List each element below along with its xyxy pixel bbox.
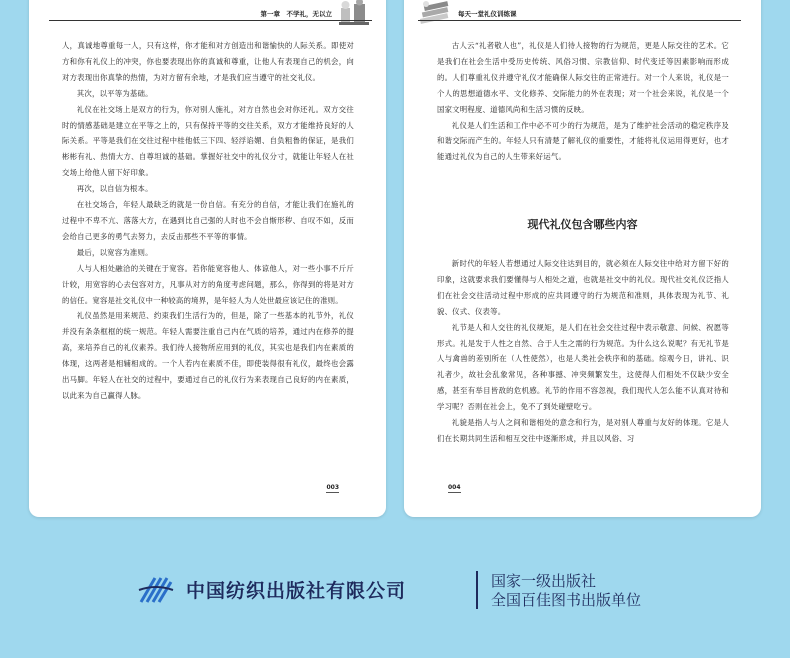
paragraph: 人，真诚地尊重每一人，只有这样，你才能和对方创造出和谐愉快的人际关系。即使对方和你有礼仪上的冲突，你也要表现出你的真诚和尊重，让他人有表现自己的机会，向对方表现出你真挚的热情，为对方留有余地，才是我们应当遵守的社交礼仪。 (62, 41, 354, 82)
left-page-header-title: 第一章 不学礼，无以立 (260, 9, 332, 18)
right-page-header-title: 每天一堂礼仪训练课 (458, 9, 517, 18)
paragraph: 新时代的年轻人若想通过人际交往达到目的，就必须在人际交往中给对方留下好的印象，这就要求我们要懂得与人相处之道，也就是社交中的礼仪。现代社交礼仪泛指人们在社会交往活动过程中形成的应共同遵守的行为规范和准则，具体表现为礼节、礼貌、仪式、仪表等。 (437, 259, 729, 316)
right-page-number: 004 (448, 484, 461, 491)
publisher-footer (0, 569, 790, 615)
paragraph: 礼仪是人们生活和工作中必不可少的行为规范，是为了维护社会活动的稳定秩序及和谐交际而产生的。年轻人只有清楚了解礼仪的重要性，才能将礼仪运用得更好，也才能通过礼仪为自己的人生带来好运气。 (437, 120, 729, 162)
right-book-page (404, 0, 761, 517)
paragraph: 最后，以宽容为准则。 (76, 247, 153, 257)
paragraph: 其次，以平等为基础。 (76, 88, 153, 98)
right-page-body-bottom (437, 256, 729, 447)
paragraph: 礼仪在社交场上是双方的行为，你对别人施礼，对方自然也会对你还礼。双方交往时的情感基础是建立在平等之上的，只有保持平等的交往关系，双方才能维持良好的人际关系。平等是我们在交往过程中桂他低三下四、轻浮谄媚、自负粗鲁的保证，是我们彬彬有礼、热情大方、自尊坦诚的基础。掌握好社交中的礼仪分寸，就能让年轻人在社交场上给他人留下好印象。 (62, 104, 354, 178)
left-book-page (29, 0, 386, 517)
left-page-body (62, 38, 354, 404)
left-page-number: 003 (326, 484, 339, 491)
publisher-name: 中国纺织出版社有限公司 (186, 580, 407, 602)
paragraph: 再次，以自信为根本。 (76, 184, 153, 194)
footer-divider (476, 571, 478, 609)
publisher-logo-icon (137, 572, 175, 606)
chess-pieces-icon (338, 0, 372, 28)
publisher-tagline-1: 国家一级出版社 (491, 572, 597, 590)
books-icon (418, 0, 452, 28)
paragraph: 礼貌是指人与人之间和谐相处的意念和行为，是对别人尊重与友好的体现。它是人们在长期共同生活和相互交往中逐渐形成，并且以风俗、习 (437, 418, 729, 443)
paragraph: 礼节是人和人交往的礼仪规矩，是人们在社会交往过程中表示敬意、问候、祝愿等形式。礼是发于人性之自然、合于人生之需的行为规范。为什么这么说呢？有无礼节是人与禽兽的差别所在（人性使然），也是人类社会秩序和的基础。综观今日，讲礼、识礼者少，故社会乱象常见，各种事撼、冲突频繁发生，这使得人们相处不仅缺少安全感，甚至有举目皆敌的危机感。礼节的作用不容忽视，我们现代人怎么能不认真对待和学习呢？否则在社会上，免不了到处碰壁吃亏。 (437, 322, 729, 412)
paragraph: 在社交场合，年轻人最缺乏的就是一份自信。有充分的自信，才能让我们在施礼的过程中不卑不亢、落落大方，在遇到比自己强的人时也不会自惭形秽、自叹不如，反而会给自己更多的勇气去努力，去反击那些不平等的事情。 (62, 200, 354, 241)
header-rule (418, 20, 741, 21)
header-rule (49, 20, 372, 21)
publisher-tagline-2: 全国百佳图书出版单位 (491, 591, 642, 609)
paragraph: 礼仪虽然是用来规范、约束我们生活行为的，但是，除了一些基本的礼节外，礼仪并没有条条框框的统一规范。年轻人需要注重自己内在气质的培养，通过内在修养的提高，来培养自己的礼仪素养。我们待人接物所应用到的礼仪，其实也是我们内在素质的体现，这两者是相辅相成的。一个人若内在素质不佳，即使装得很有礼仪，最终也会露出马脚。年轻人在社交的过程中，要通过自己的礼仪行为来表现自己良好的内在素质，以此来为自己赢得人脉。 (62, 311, 354, 400)
paragraph: 人与人相处融洽的关键在于宽容。若你能宽容他人、体谅他人，对一些小事不斤斤计较，用宽容的心去包容对方，凡事从对方的角度考虑问题，那么，你得到的将是对方的信任。宽容是社交礼仪中一种较高的境界，是年轻人为人处世最应该记住的准则。 (62, 263, 354, 305)
paragraph: 古人云“礼者敬人也”，礼仪是人们待人接物的行为规范，更是人际交往的艺术。它是我们在社会生活中受历史传统、风俗习惯、宗教信仰、时代变迁等因素影响而形成的。人们尊重礼仪并遵守礼仪才能确保人际交往的正常进行。对一个人来说，礼仪是一个人的思想道德水平、文化修养、交际能力的外在表现；对一个社会来说，礼仪是一个国家文明程度、道德风尚和生活习惯的反映。 (437, 41, 729, 114)
section-heading: 现代礼仪包含哪些内容 (527, 218, 638, 231)
right-page-body-top (437, 38, 729, 165)
